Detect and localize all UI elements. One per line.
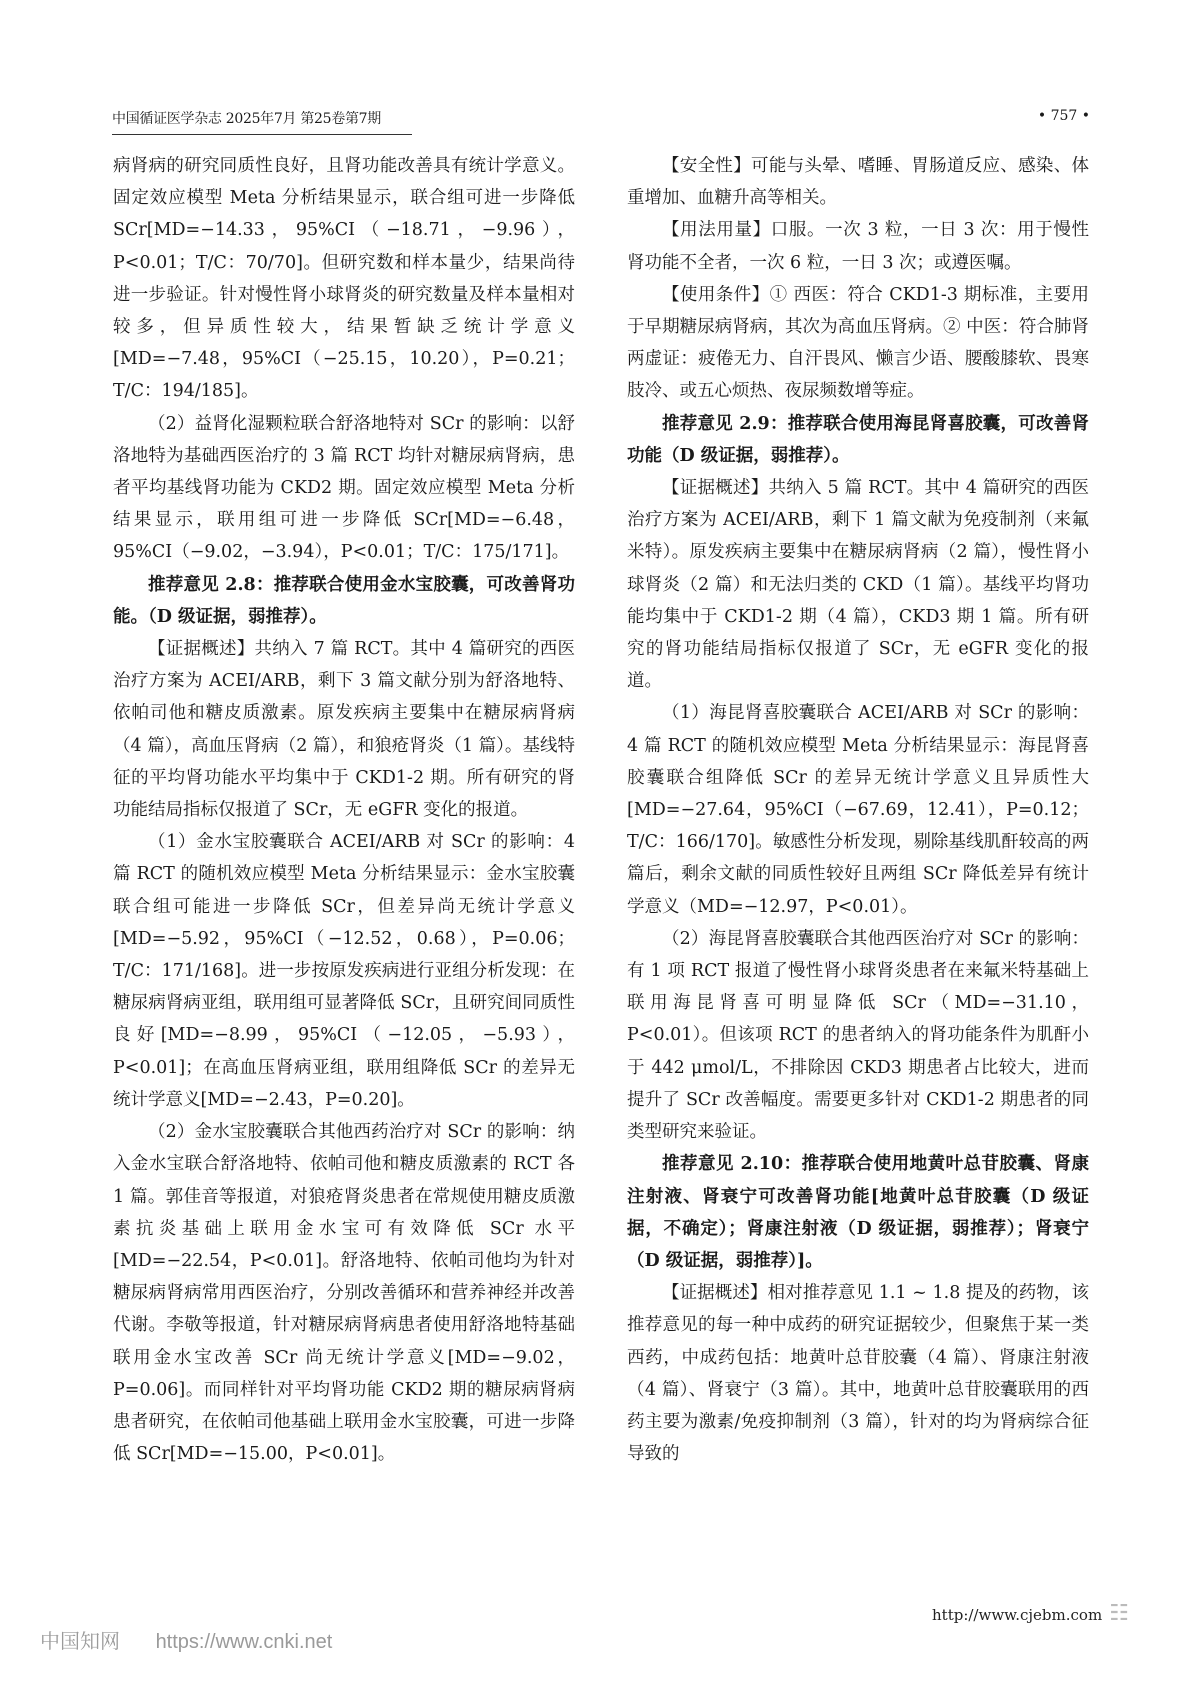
journal-logo-icon: ☷ bbox=[1109, 1601, 1129, 1626]
paragraph-continuation: 病肾病的研究同质性良好，且肾功能改善具有统计学意义。固定效应模型 Meta 分析结果显示，联合组可进一步降低 SCr[MD=−14.33，95%CI（−18.71，−9.96），P<0.01；T/C：70/70]。但研究数和样本量少，结果尚待进一步验证。针对慢性肾小球肾炎的研究数量及样本量相对较多，但异质性较大，结果暂缺乏统计学意义[MD=−7.48，95%CI（−25.15，10.20），P=0.21；T/C：194/185]。 bbox=[113, 156, 575, 402]
paragraph: 【用法用量】口服。一次 3 粒，一日 3 次：用于慢性肾功能不全者，一次 6 粒，一日 3 次；或遵医嘱。 bbox=[627, 220, 1089, 273]
paragraph: （2）金水宝胶囊联合其他西药治疗对 SCr 的影响：纳入金水宝联合舒洛地特、依帕司他和糖皮质激素的 RCT 各 1 篇。郭佳音等报道，对狼疮肾炎患者在常规使用糖皮质激素抗炎基础上联用金水宝可有效降低 SCr 水平[MD=−22.54，P<0.01]。舒洛地特、依帕司他均为针对糖尿病肾病常用西医治疗，分别改善循环和营养神经并改善代谢。李敬等报道，针对糖尿病肾病患者使用舒洛地特基础联用金水宝改善 SCr 尚无统计学意义[MD=−9.02，P=0.06]。而同样针对平均肾功能 CKD2 期的糖尿病肾病患者研究，在依帕司他基础上联用金水宝胶囊，可进一步降低 SCr[MD=−15.00，P<0.01]。 bbox=[113, 1122, 575, 1465]
paragraph: 【使用条件】① 西医：符合 CKD1-3 期标准，主要用于早期糖尿病肾病，其次为高血压肾病。② 中医：符合肺肾两虚证：疲倦无力、自汗畏风、懒言少语、腰酸膝软、畏寒肢冷、或五心烦热、夜尿频数增等症。 bbox=[627, 284, 1089, 402]
paragraph: （2）海昆肾喜胶囊联合其他西医治疗对 SCr 的影响：有 1 项 RCT 报道了慢性肾小球肾炎患者在来氟米特基础上联用海昆肾喜可明显降低 SCr（MD=−31.10，P<0.01）。但该项 RCT 的患者纳入的肾功能条件为肌酐小于 442 μmol/L，不排除因 CKD3 期患者占比较大，进而提升了 SCr 改善幅度。需要更多针对 CKD1-2 期患者的同类型研究来验证。 bbox=[627, 928, 1089, 1143]
watermark-url: https://www.cnki.net bbox=[155, 1631, 333, 1653]
paragraph: （1）海昆肾喜胶囊联合 ACEI/ARB 对 SCr 的影响：4 篇 RCT 的随机效应模型 Meta 分析结果显示：海昆肾喜胶囊联合组降低 SCr 的差异无统计学意义且异质性大[MD=−27.64，95%CI（−67.69，12.41），P=0.12；T/C：166/170]。敏感性分析发现，剔除基线肌酐较高的两篇后，剩余文献的同质性较好且两组 SCr 降低差异有统计学意义（MD=−12.97，P<0.01）。 bbox=[627, 703, 1089, 917]
watermark-brand: 中国知网 bbox=[40, 1631, 120, 1653]
paragraph: 【证据概述】共纳入 5 篇 RCT。其中 4 篇研究的西医治疗方案为 ACEI/ARB，剩下 1 篇文献为免疫制剂（来氟米特）。原发疾病主要集中在糖尿病肾病（2 篇），慢性肾小球肾炎（2 篇）和无法归类的 CKD（1 篇）。基线平均肾功能均集中于 CKD1-2 期（4 篇），CKD3 期 1 篇。所有研究的肾功能结局指标仅报道了 SCr，无 eGFR 变化的报道。 bbox=[627, 478, 1089, 692]
paragraph: 【安全性】可能与头晕、嗜睡、胃肠道反应、感染、体重增加、血糖升高等相关。 bbox=[627, 156, 1089, 209]
page-number: • 757 • bbox=[1037, 108, 1090, 124]
journal-header: 中国循证医学杂志 2025年7月 第25卷第7期 bbox=[112, 108, 412, 135]
paragraph: 【证据概述】共纳入 7 篇 RCT。其中 4 篇研究的西医治疗方案为 ACEI/ARB，剩下 3 篇文献分别为舒洛地特、依帕司他和糖皮质激素。原发疾病主要集中在糖尿病肾病（4 篇），高血压肾病（2 篇），和狼疮肾炎（1 篇）。基线特征的平均肾功能水平均集中于 CKD1-2 期。所有研究的肾功能结局指标仅报道了 SCr，无 eGFR 变化的报道。 bbox=[113, 639, 575, 821]
left-column bbox=[113, 150, 575, 1470]
recommendation-heading: 推荐意见 2.9：推荐联合使用海昆肾喜胶囊，可改善肾功能（D 级证据，弱推荐）。 bbox=[627, 413, 1089, 466]
paragraph: （1）金水宝胶囊联合 ACEI/ARB 对 SCr 的影响：4 篇 RCT 的随机效应模型 Meta 分析结果显示：金水宝胶囊联合组可能进一步降低 SCr，但差异尚无统计学意义[MD=−5.92，95%CI（−12.52，0.68），P=0.06；T/C：171/168]。进一步按原发疾病进行亚组分析发现：在糖尿病肾病亚组，联用组可显著降低 SCr，且研究间同质性良好[MD=−8.99，95%CI（−12.05，−5.93），P<0.01]；在高血压肾病亚组，联用组降低 SCr 的差异无统计学意义[MD=−2.43，P=0.20]。 bbox=[113, 832, 575, 1110]
recommendation-heading: 推荐意见 2.10：推荐联合使用地黄叶总苷胶囊、肾康注射液、肾衰宁可改善肾功能[地黄叶总苷胶囊（D 级证据，不确定）；肾康注射液（D 级证据，弱推荐）；肾衰宁（D 级证据，弱推荐）]。 bbox=[627, 1154, 1089, 1271]
paragraph: 【证据概述】相对推荐意见 1.1 ~ 1.8 提及的药物，该推荐意见的每一种中成药的研究证据较少，但聚焦于某一类西药，中成药包括：地黄叶总苷胶囊（4 篇）、肾康注射液（4 篇）、肾衰宁（3 篇）。其中，地黄叶总苷胶囊联用的西药主要为激素/免疫抑制剂（3 篇），针对的均为肾病综合征导致的 bbox=[627, 1283, 1089, 1465]
right-column bbox=[627, 150, 1089, 1470]
recommendation-heading: 推荐意见 2.8：推荐联合使用金水宝胶囊，可改善肾功能。（D 级证据，弱推荐）。 bbox=[113, 574, 575, 627]
journal-url-link[interactable]: http://www.cjebm.com bbox=[932, 1606, 1103, 1624]
paragraph: （2）益肾化湿颗粒联合舒洛地特对 SCr 的影响：以舒洛地特为基础西医治疗的 3 篇 RCT 均针对糖尿病肾病，患者平均基线肾功能为 CKD2 期。固定效应模型 Meta 分析结果显示，联用组可进一步降低 SCr[MD=−6.48，95%CI（−9.02，−3.94），P<0.01；T/C：175/171]。 bbox=[113, 413, 575, 563]
cnki-watermark bbox=[40, 1625, 332, 1654]
